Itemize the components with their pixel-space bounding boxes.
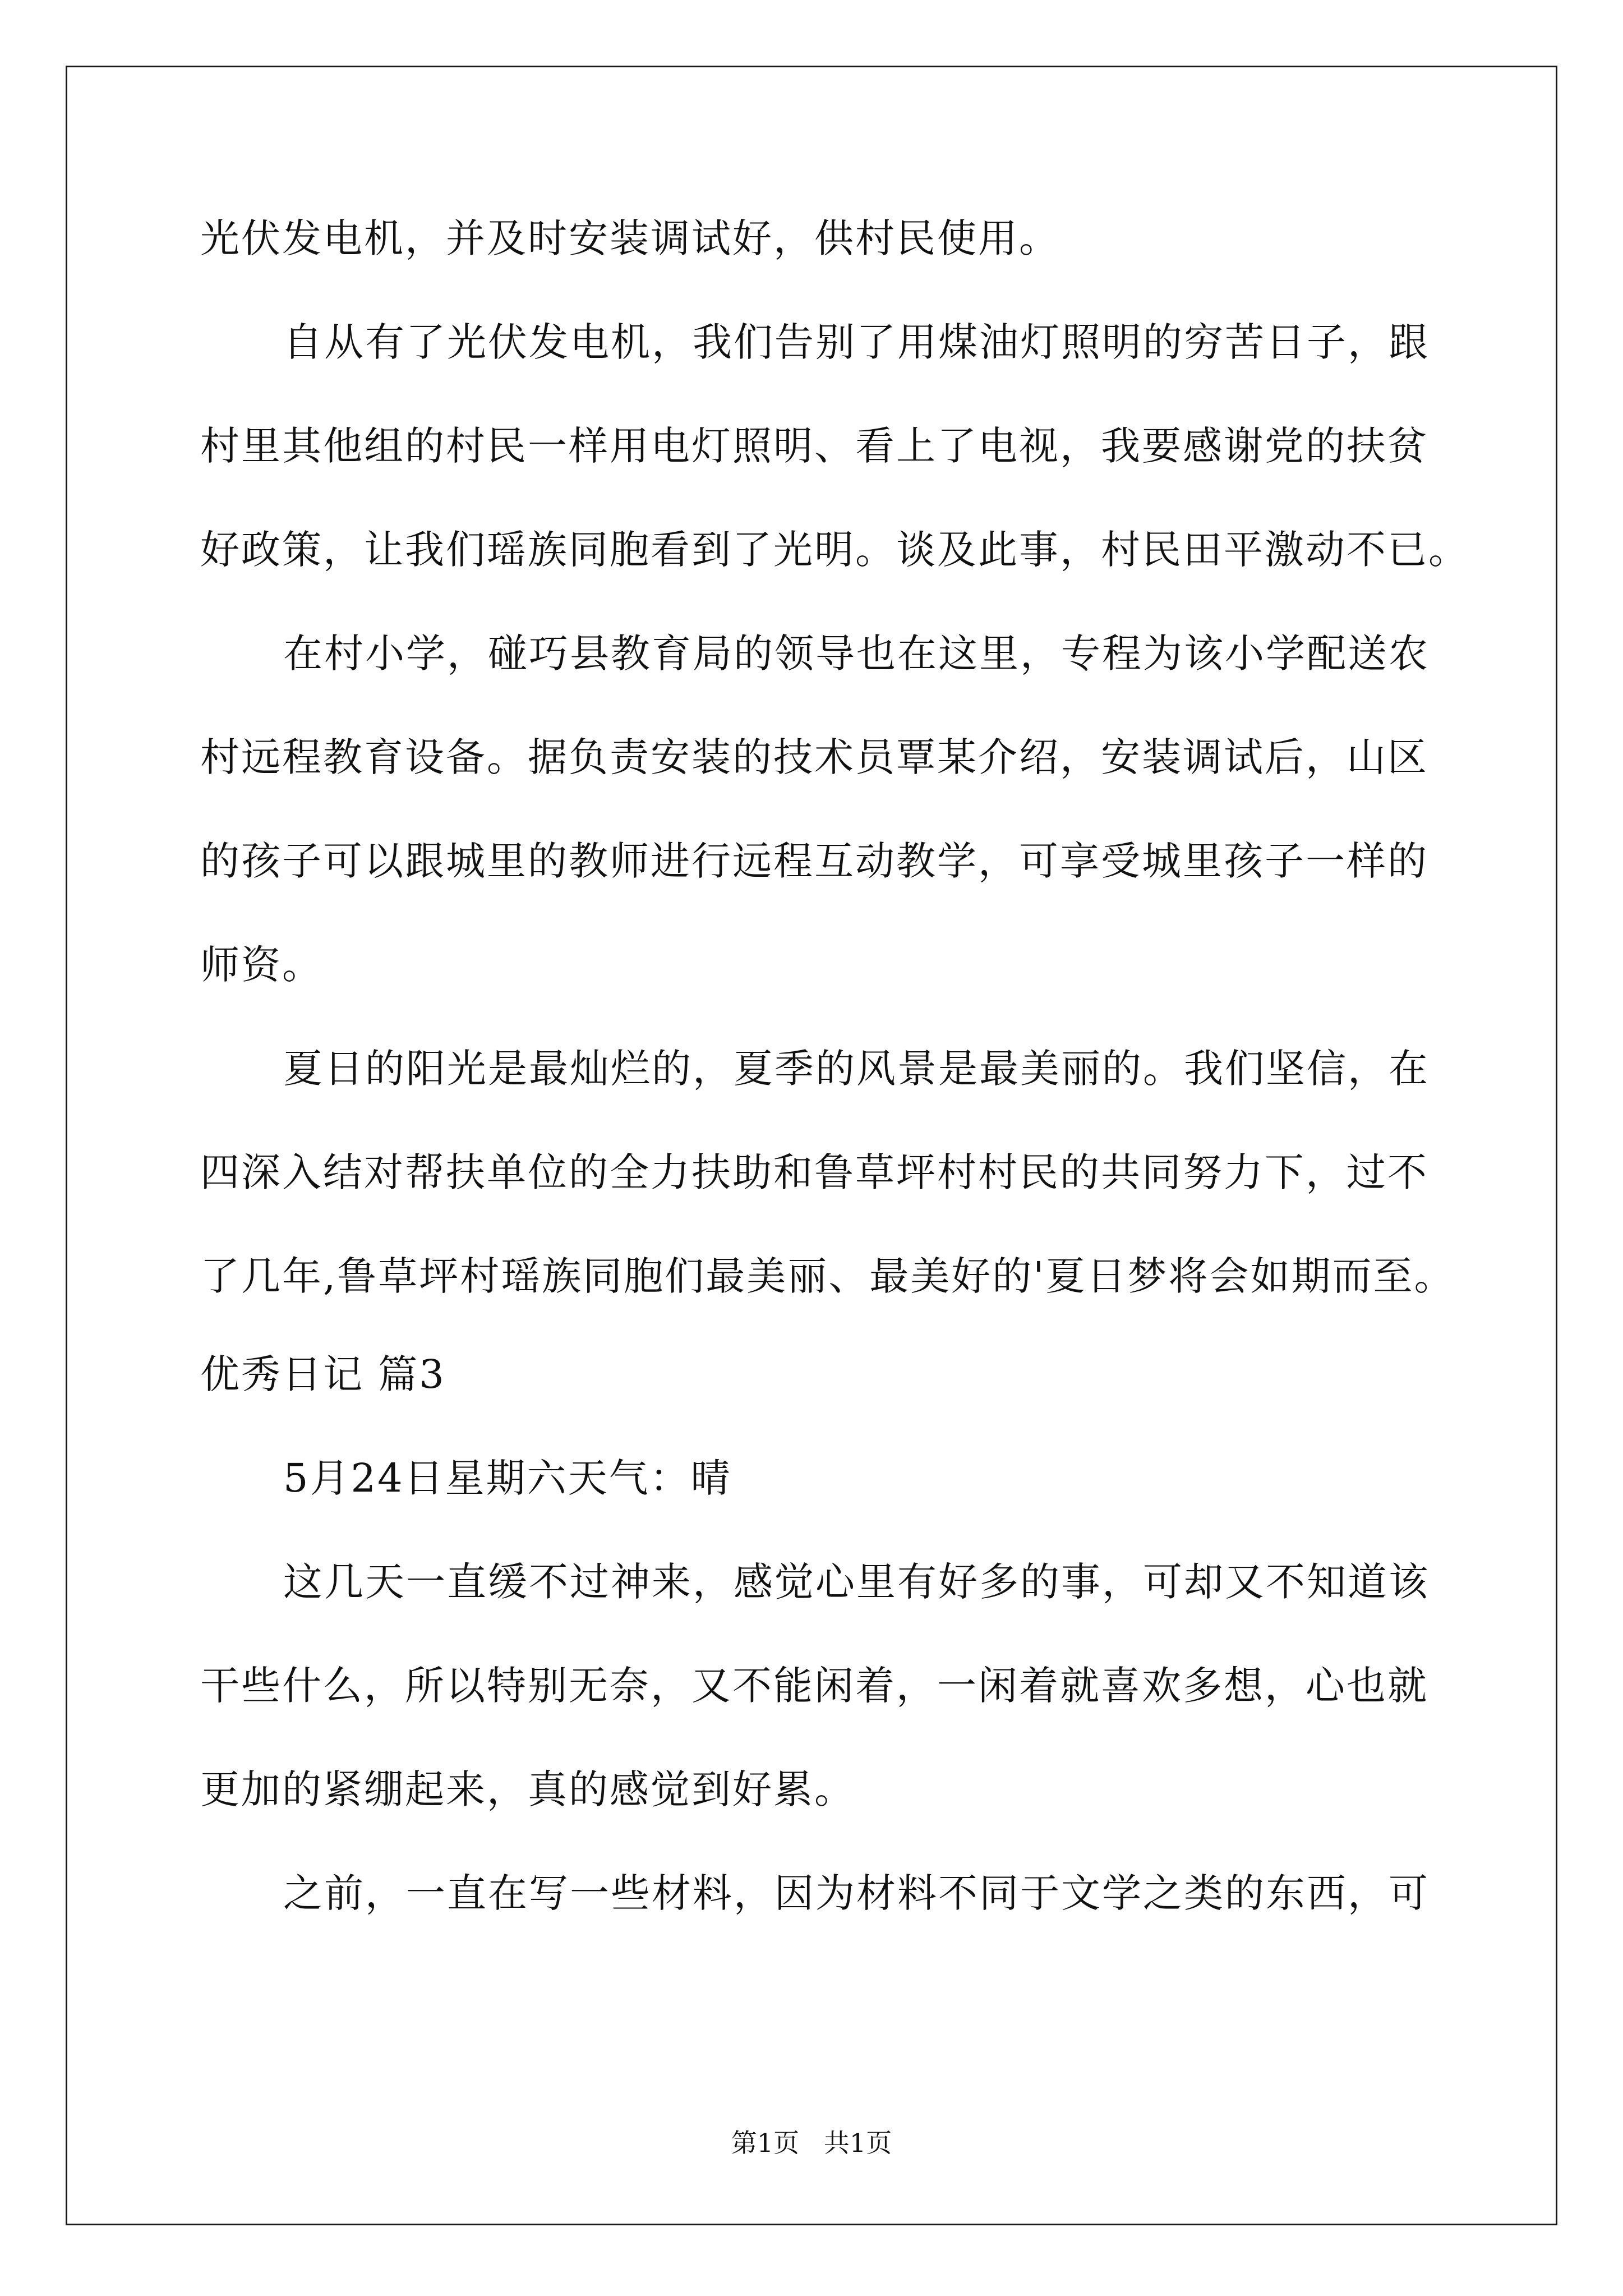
text-line: 夏日的阳光是最灿烂的，夏季的风景是最美丽的。我们坚信，在 [283, 1046, 1430, 1092]
diary-date-line: 5月24日星期六天气：晴 [283, 1455, 732, 1501]
page-footer: 第1页 共1页 [731, 2128, 892, 2158]
text-line: 村里其他组的村民一样用电灯照明、看上了电视，我要感谢党的扶贫 [200, 423, 1428, 469]
text-line: 村远程教育设备。据负责安装的技术员覃某介绍，安装调试后，山区 [200, 734, 1428, 780]
text-line: 更加的紧绷起来，真的感觉到好累。 [200, 1766, 855, 1812]
text-line: 的孩子可以跟城里的教师进行远程互动教学，可享受城里孩子一样的 [200, 838, 1428, 884]
text-line: 光伏发电机，并及时安装调试好，供村民使用。 [200, 215, 1060, 261]
text-line: 自从有了光伏发电机，我们告别了用煤油灯照明的穷苦日子，跟 [283, 319, 1430, 365]
text-line: 这几天一直缓不过神来，感觉心里有好多的事，可却又不知道该 [283, 1559, 1430, 1605]
text-line: 之前，一直在写一些材料，因为材料不同于文学之类的东西，可 [283, 1870, 1430, 1916]
text-line: 好政策，让我们瑶族同胞看到了光明。谈及此事，村民田平激动不已。 [200, 527, 1469, 573]
text-line: 在村小学，碰巧县教育局的领导也在这里，专程为该小学配送农 [283, 631, 1430, 677]
text-line: 师资。 [200, 942, 323, 988]
text-line: 了几年,鲁草坪村瑶族同胞们最美丽、最美好的'夏日梦将会如期而至。 [200, 1253, 1455, 1299]
text-line: 干些什么，所以特别无奈，又不能闲着，一闲着就喜欢多想，心也就 [200, 1663, 1428, 1709]
text-line: 四深入结对帮扶单位的全力扶助和鲁草坪村村民的共同努力下，过不 [200, 1149, 1428, 1195]
section-heading: 优秀日记 篇3 [200, 1351, 446, 1397]
